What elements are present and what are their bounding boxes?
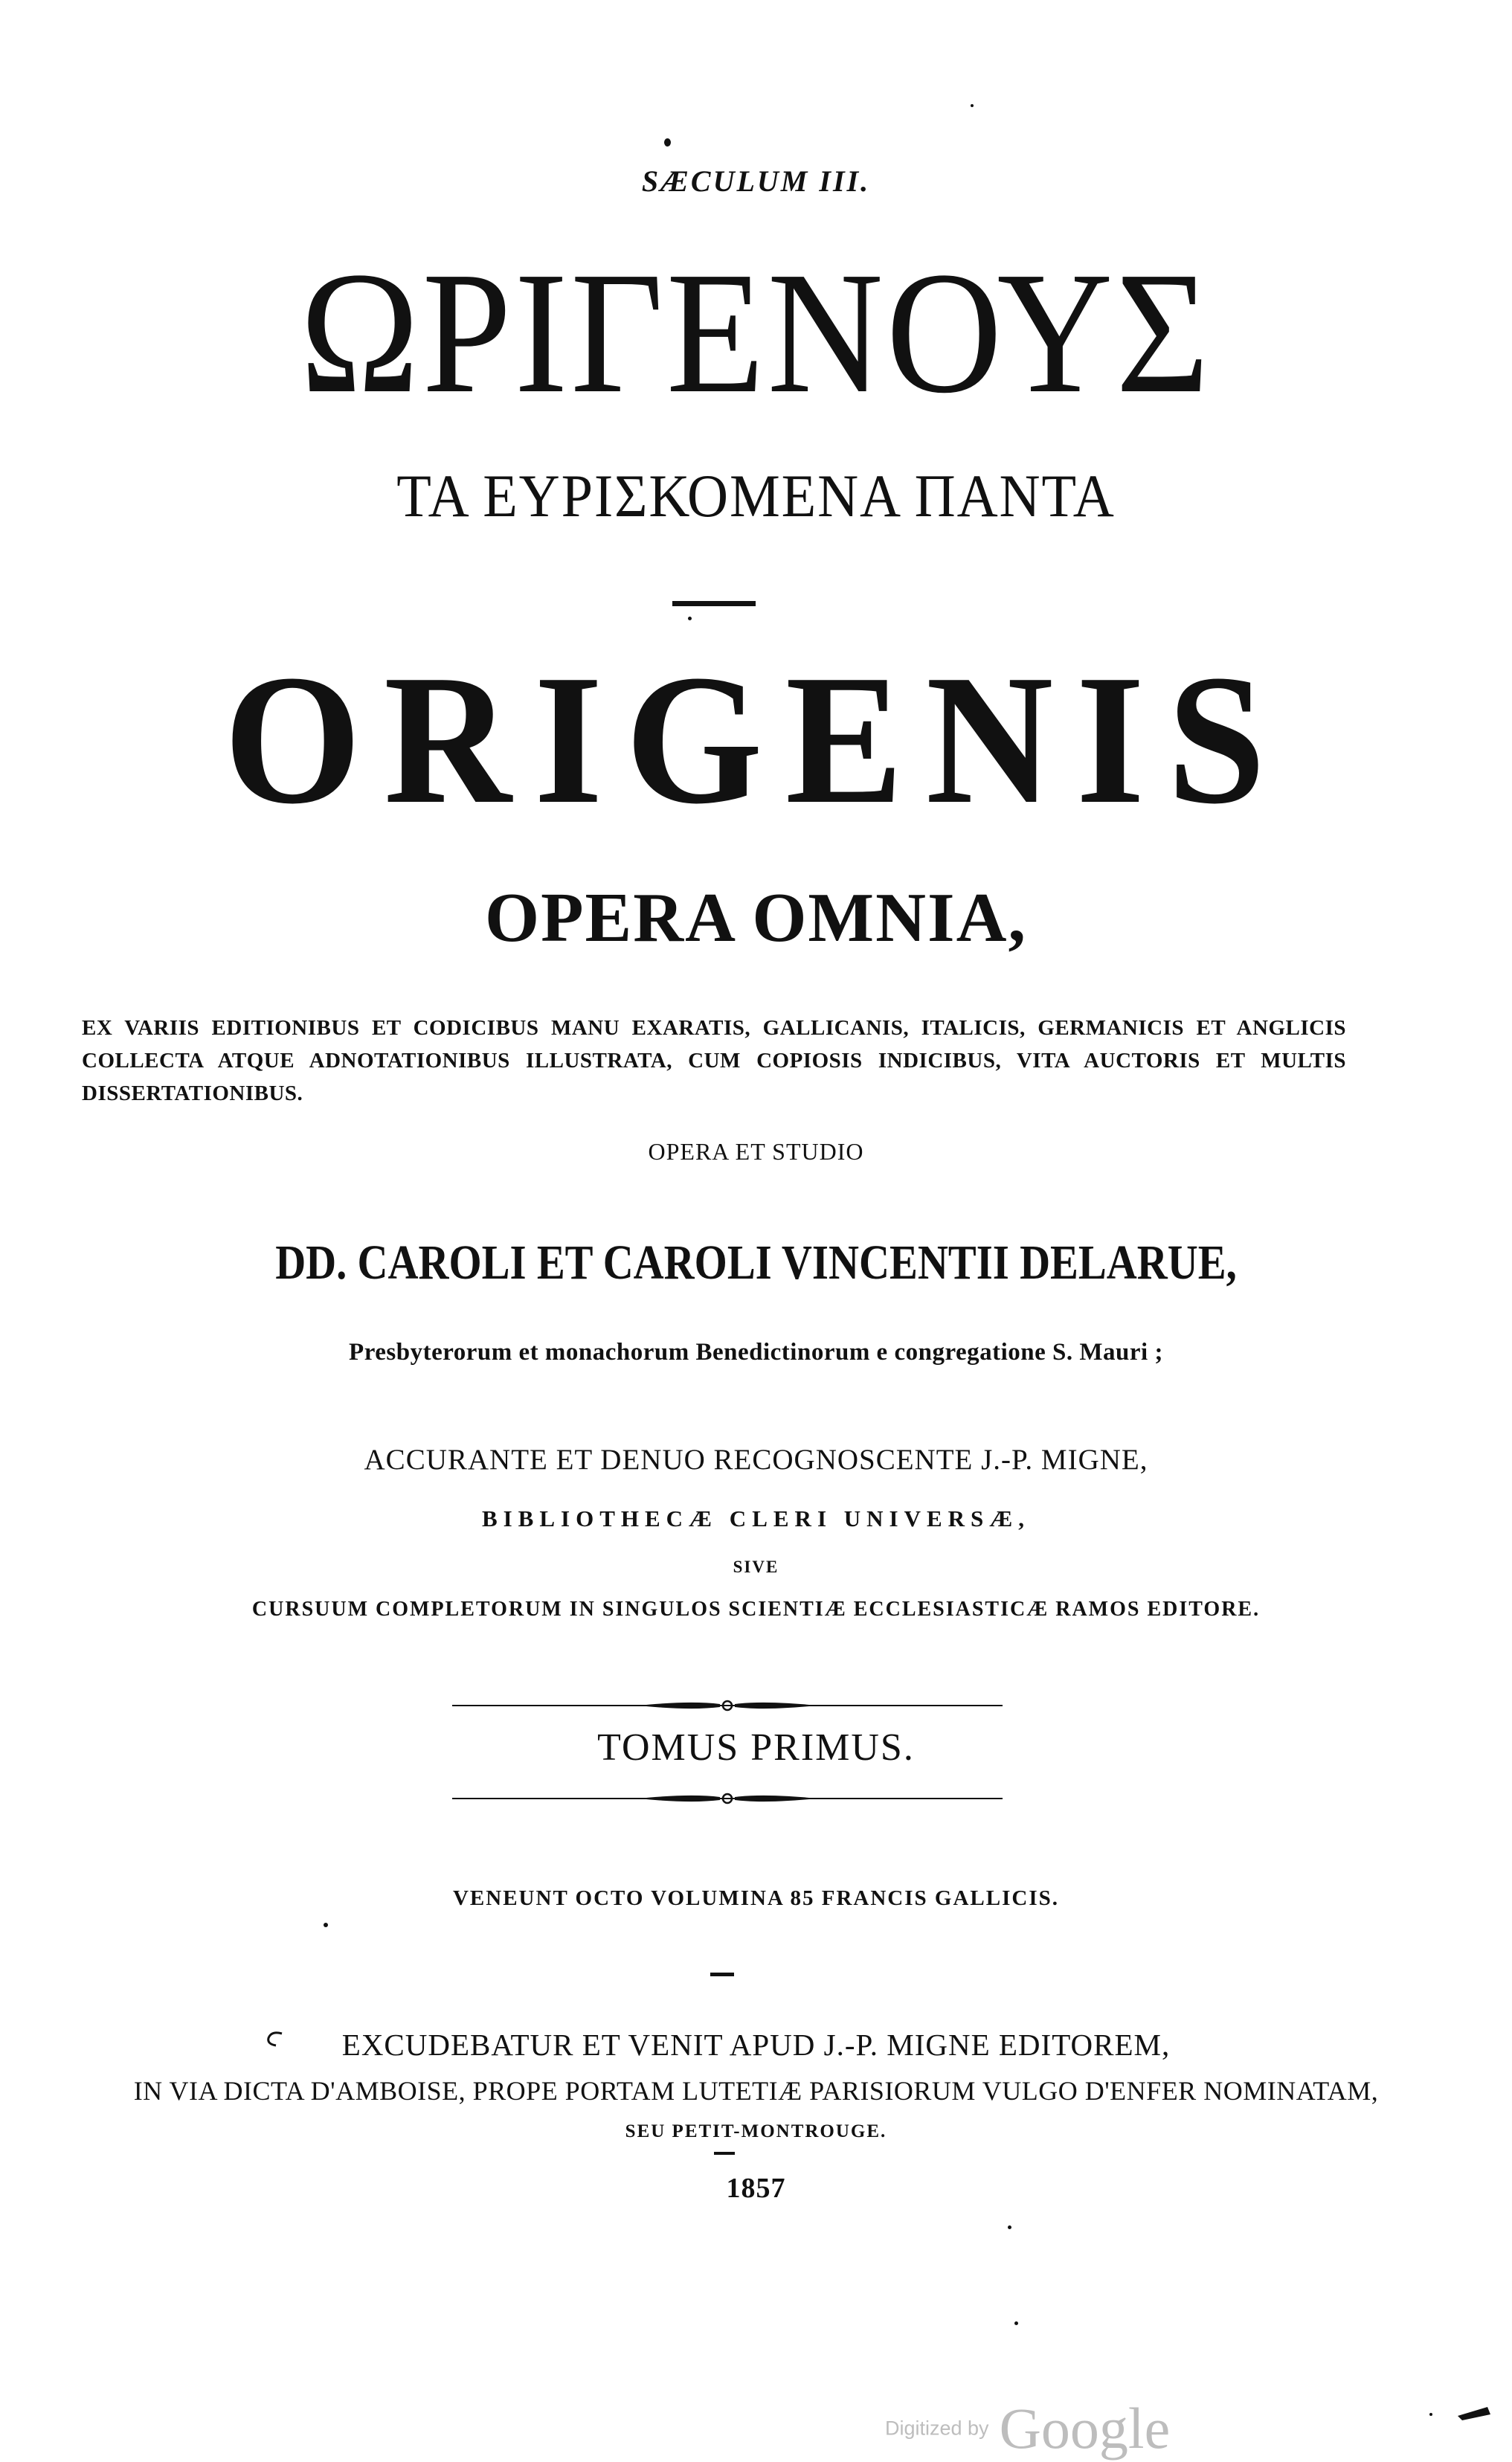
divider-rule: [672, 601, 756, 606]
scan-speck: [664, 138, 671, 147]
editor-line: ACCURANTE ET DENUO RECOGNOSCENTE J.-P. MIGNE,: [364, 1444, 1148, 1476]
scan-speck: [324, 1923, 328, 1927]
greek-subtitle: ΤΑ ΕΥΡΙΣΚΟΜΕΝΑ ΠΑΝΤΑ: [396, 462, 1116, 530]
scan-speck: [1014, 2321, 1018, 2325]
divider-rule: [714, 2152, 735, 2155]
opera-et-studio-line: OPERA ET STUDIO: [648, 1138, 864, 1165]
scan-speck: [688, 617, 692, 620]
scan-speck: [1008, 2225, 1011, 2229]
ornamental-rule-bottom: [452, 1791, 1003, 1806]
watermark-prefix: Digitized by: [885, 2417, 989, 2440]
description-paragraph: EX VARIIS EDITIONIBUS ET CODICIBUS MANU EXARATIS, GALLICANIS, ITALICIS, GERMANICIS ET ANGLICIS COLLECTA ATQUE ADNOTATIONIBUS ILLUSTRATA, CUM COPIOSIS INDICIBUS, VITA AUCTORIS ET MULTIS DISSERTATIONIBUS.: [82, 1016, 1346, 1105]
authors-line: DD. CAROLI ET CAROLI VINCENTII DELARUE,: [275, 1235, 1237, 1290]
greek-author-title: ΩΡΙΓΕΝΟΥΣ: [300, 236, 1212, 429]
affiliation-line: Presbyterorum et monachorum Benedictinorum e congregatione S. Mauri ;: [349, 1339, 1163, 1366]
digitized-watermark: [885, 2395, 1170, 2462]
scan-mark: [264, 2029, 285, 2048]
latin-subtitle: OPERA OMNIA,: [485, 879, 1027, 957]
price-line: VENEUNT OCTO VOLUMINA 85 FRANCIS GALLICIS.: [452, 1886, 1059, 1910]
publication-year: 1857: [726, 2173, 786, 2204]
scan-speck: [971, 104, 974, 107]
watermark-brand: Google: [999, 2396, 1171, 2461]
ornamental-rule-top: [452, 1698, 1003, 1713]
sive-line: SIVE: [733, 1558, 779, 1576]
cursuum-line: CURSUUM COMPLETORUM IN SINGULOS SCIENTIÆ ECCLESIASTICÆ RAMOS EDITORE.: [251, 1598, 1261, 1621]
latin-author-title: ORIGENIS: [223, 637, 1289, 843]
volume-label: TOMUS PRIMUS.: [597, 1726, 915, 1769]
scan-speck: [1429, 2413, 1432, 2416]
divider-rule: [710, 1973, 734, 1976]
scan-mark: [1458, 2404, 1496, 2422]
imprint-line-2: IN VIA DICTA D'AMBOISE, PROPE PORTAM LUTETIÆ PARISIORUM VULGO D'ENFER NOMINATAM,: [133, 2076, 1379, 2106]
bibliotheca-line: BIBLIOTHECÆ CLERI UNIVERSÆ,: [481, 1505, 1031, 1531]
imprint-line-1: EXCUDEBATUR ET VENIT APUD J.-P. MIGNE EDITOREM,: [341, 2028, 1171, 2062]
imprint-line-3: SEU PETIT-MONTROUGE.: [625, 2121, 887, 2141]
seculum-heading: SÆCULUM III.: [641, 164, 871, 198]
